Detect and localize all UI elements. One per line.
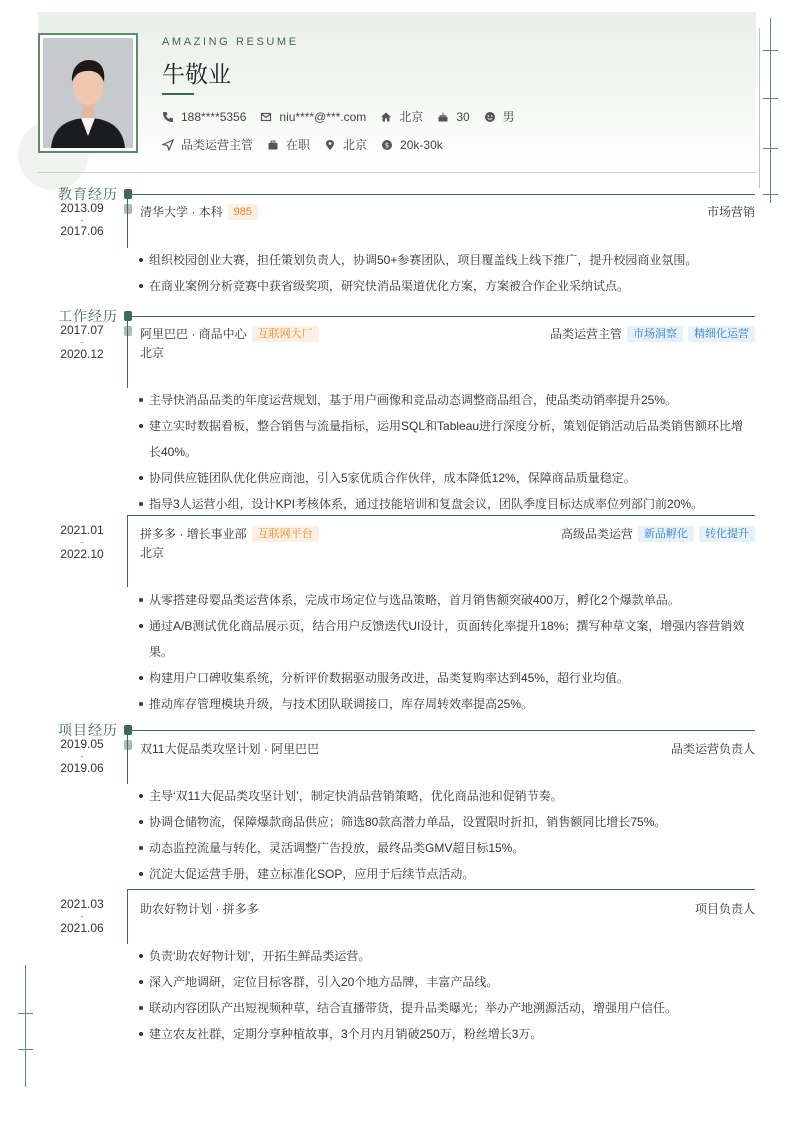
age-text: 30 [456,109,470,124]
decor-tick [763,148,778,149]
gender-text: 男 [502,110,515,124]
timeline-line [127,316,128,388]
org-tag: 985 [228,204,258,220]
contact-gender [484,108,515,125]
send-icon [162,139,174,151]
list-item: 动态监控流量与转化，灵活调整广告投放，最终品类GMV超目标15%。 [138,835,755,861]
briefcase-icon [267,139,279,151]
role-name: 品类运营主管 [549,327,622,341]
section-title-project: 项目经历 [58,722,118,738]
org-name: 双11大促品类攻坚计划 · 阿里巴巴 [140,742,320,756]
list-item: 协调仓储物流，保障爆款商品供应；筛选80款高潜力单品，设置限时折扣，销售额同比增长75%。 [138,809,755,835]
role-name: 品类运营负责人 [670,742,755,756]
section-marker [124,311,132,321]
entry-end-date: 2021.06 [60,921,104,935]
svg-text:$: $ [384,141,390,150]
entry-marker [124,204,132,214]
role-tag: 转化提升 [699,526,755,542]
entry-start-date: 2021.01 [60,523,104,537]
decor-line [770,18,771,203]
contact-phone [162,110,246,124]
section-marker [124,189,132,199]
decor-tick [763,50,778,51]
contact-row [162,108,529,125]
list-item: 建立农友社群，定期分享种植故事，3个月内月销破250万，粉丝增长3万。 [138,1021,755,1047]
entry-org [140,740,319,757]
date-dash: - [80,337,84,347]
entry-bullets [138,587,755,717]
portrait-image [43,38,133,148]
location-text: 北京 [343,138,368,152]
org-tag: 互联网平台 [252,526,319,542]
list-item: 推动库存管理模块升级，与技术团队联调接口，库存周转效率提高25%。 [138,691,755,717]
entry-end-date: 2020.12 [60,347,104,361]
mail-icon [260,111,272,123]
position-text: 品类运营主管 [181,138,254,152]
list-item: 主导快消品品类的年度运营规划，基于用户画像和竞品动态调整商品组合，使品类动销率提升25%。 [138,387,755,413]
contact-email [260,110,366,124]
entry-start-date: 2017.07 [60,323,104,337]
role-tag: 精细化运营 [688,326,755,342]
org-name: 助农好物计划 · 拼多多 [140,902,259,916]
list-item: 在商业案例分析竞赛中获省级奖项，研究快消品渠道优化方案，方案被合作企业采纳试点。 [138,273,755,299]
cake-icon [437,111,449,123]
section-line [127,730,755,731]
entry-location: 北京 [140,546,165,560]
entry-bullets [138,247,755,299]
profile-photo [43,38,133,148]
date-dash: - [80,215,84,225]
org-name: 阿里巴巴 · 商品中心 [140,327,247,341]
section-line [127,194,755,195]
org-name: 清华大学 · 本科 [140,205,223,219]
header-divider [38,172,756,173]
list-item: 联动内容团队产出短视频种草，结合直播带货，提升品类曝光；举办产地溯源活动，增强用户信任。 [138,995,755,1021]
entry-end-date: 2019.06 [60,761,104,775]
list-item: 协同供应链团队优化供应商池，引入5家优质合作伙伴，成本降低12%，保障商品质量稳定。 [138,465,755,491]
phone-text: 188****5356 [181,109,247,124]
decor-tick [763,98,778,99]
entry-role [550,325,755,342]
intent-salary [381,138,443,152]
city-text: 北京 [399,110,424,124]
contact-age [437,110,469,124]
contact-city [380,108,423,125]
org-tag: 互联网大厂 [252,326,319,342]
smile-icon [484,111,496,123]
list-item: 通过A/B测试优化商品展示页，结合用户反馈迭代UI设计，页面转化率提升18%；撰写种草文案，增强内容营销效果。 [138,613,755,665]
timeline-line [127,889,128,944]
list-item: 深入产地调研，定位目标客群，引入20个地方品牌，丰富产品线。 [138,969,755,995]
entry-bullets [138,783,755,887]
entry-role [561,525,755,542]
entry-end-date: 2022.10 [60,547,104,561]
entry-org [140,203,258,220]
role-name: 高级品类运营 [560,527,633,541]
entry-role [707,203,755,220]
decor-tick [18,1013,33,1014]
decor-tick [18,1049,33,1050]
entry-start-date: 2013.09 [60,201,104,215]
list-item: 构建用户口碑收集系统，分析评价数据驱动服务改进，品类复购率达到45%，超行业均值。 [138,665,755,691]
list-item: 指导3人运营小组，设计KPI考核体系，通过技能培训和复盘会议，团队季度目标达成率位列部门前20%。 [138,491,755,517]
decor-line [759,28,760,188]
section-title-work: 工作经历 [58,308,118,324]
entry-start-date: 2019.05 [60,737,104,751]
list-item: 沉淀大促运营手册，建立标准化SOP，应用于后续节点活动。 [138,861,755,887]
name-underline [162,93,194,95]
list-item: 建立实时数据看板，整合销售与流量指标，运用SQL和Tableau进行深度分析，策划促销活动后品类销售额环比增长40%。 [138,413,755,465]
money-icon [381,139,393,151]
list-item: 从零搭建母婴品类运营体系，完成市场定位与选品策略，首月销售额突破400万，孵化2个爆款单品。 [138,587,755,613]
date-dash: - [80,537,84,547]
entry-marker [124,740,132,750]
timeline-line [127,730,128,784]
decor-line [25,965,26,1087]
section-title-education: 教育经历 [58,186,118,202]
entry-role [695,900,755,917]
section-marker [124,725,132,735]
role-name: 市场营销 [706,205,755,219]
location-pin-icon [324,139,336,151]
entry-divider [127,515,755,516]
phone-icon [162,111,174,123]
home-icon [380,111,392,123]
role-tag: 市场洞察 [627,326,683,342]
status-text: 在职 [286,138,311,152]
list-item: 主导‘双11大促品类攻坚计划’，制定快消品营销策略，优化商品池和促销节奏。 [138,783,755,809]
list-item: 组织校园创业大赛，担任策划负责人，协调50+参赛团队，项目覆盖线上线下推广，提升校园商业氛围。 [138,247,755,273]
intent-position [162,136,253,153]
timeline-line [127,515,128,587]
resume-subtitle: AMAZING RESUME [162,36,299,48]
entry-start-date: 2021.03 [60,897,104,911]
entry-org [140,325,319,342]
entry-bullets [138,943,755,1047]
entry-location: 北京 [140,346,165,360]
role-tag: 新品孵化 [638,526,694,542]
intent-status [267,136,310,153]
timeline-line [127,194,128,248]
section-line [127,316,755,317]
salary-text: 20k-30k [400,137,443,152]
profile-photo-frame [38,33,138,153]
entry-role [671,740,755,757]
date-dash: - [80,751,84,761]
entry-org [140,900,259,917]
date-dash: - [80,911,84,921]
entry-org [140,525,319,542]
decor-tick [763,194,778,195]
intent-row [162,136,457,153]
entry-bullets [138,387,755,517]
entry-marker [124,326,132,336]
role-name: 项目负责人 [694,902,755,916]
email-text: niu****@***.com [279,109,367,124]
org-name: 拼多多 · 增长事业部 [140,527,247,541]
candidate-name: 牛敬业 [162,62,231,88]
list-item: 负责‘助农好物计划’，开拓生鲜品类运营。 [138,943,755,969]
intent-location [324,136,367,153]
entry-end-date: 2017.06 [60,224,104,238]
entry-divider [127,889,755,890]
